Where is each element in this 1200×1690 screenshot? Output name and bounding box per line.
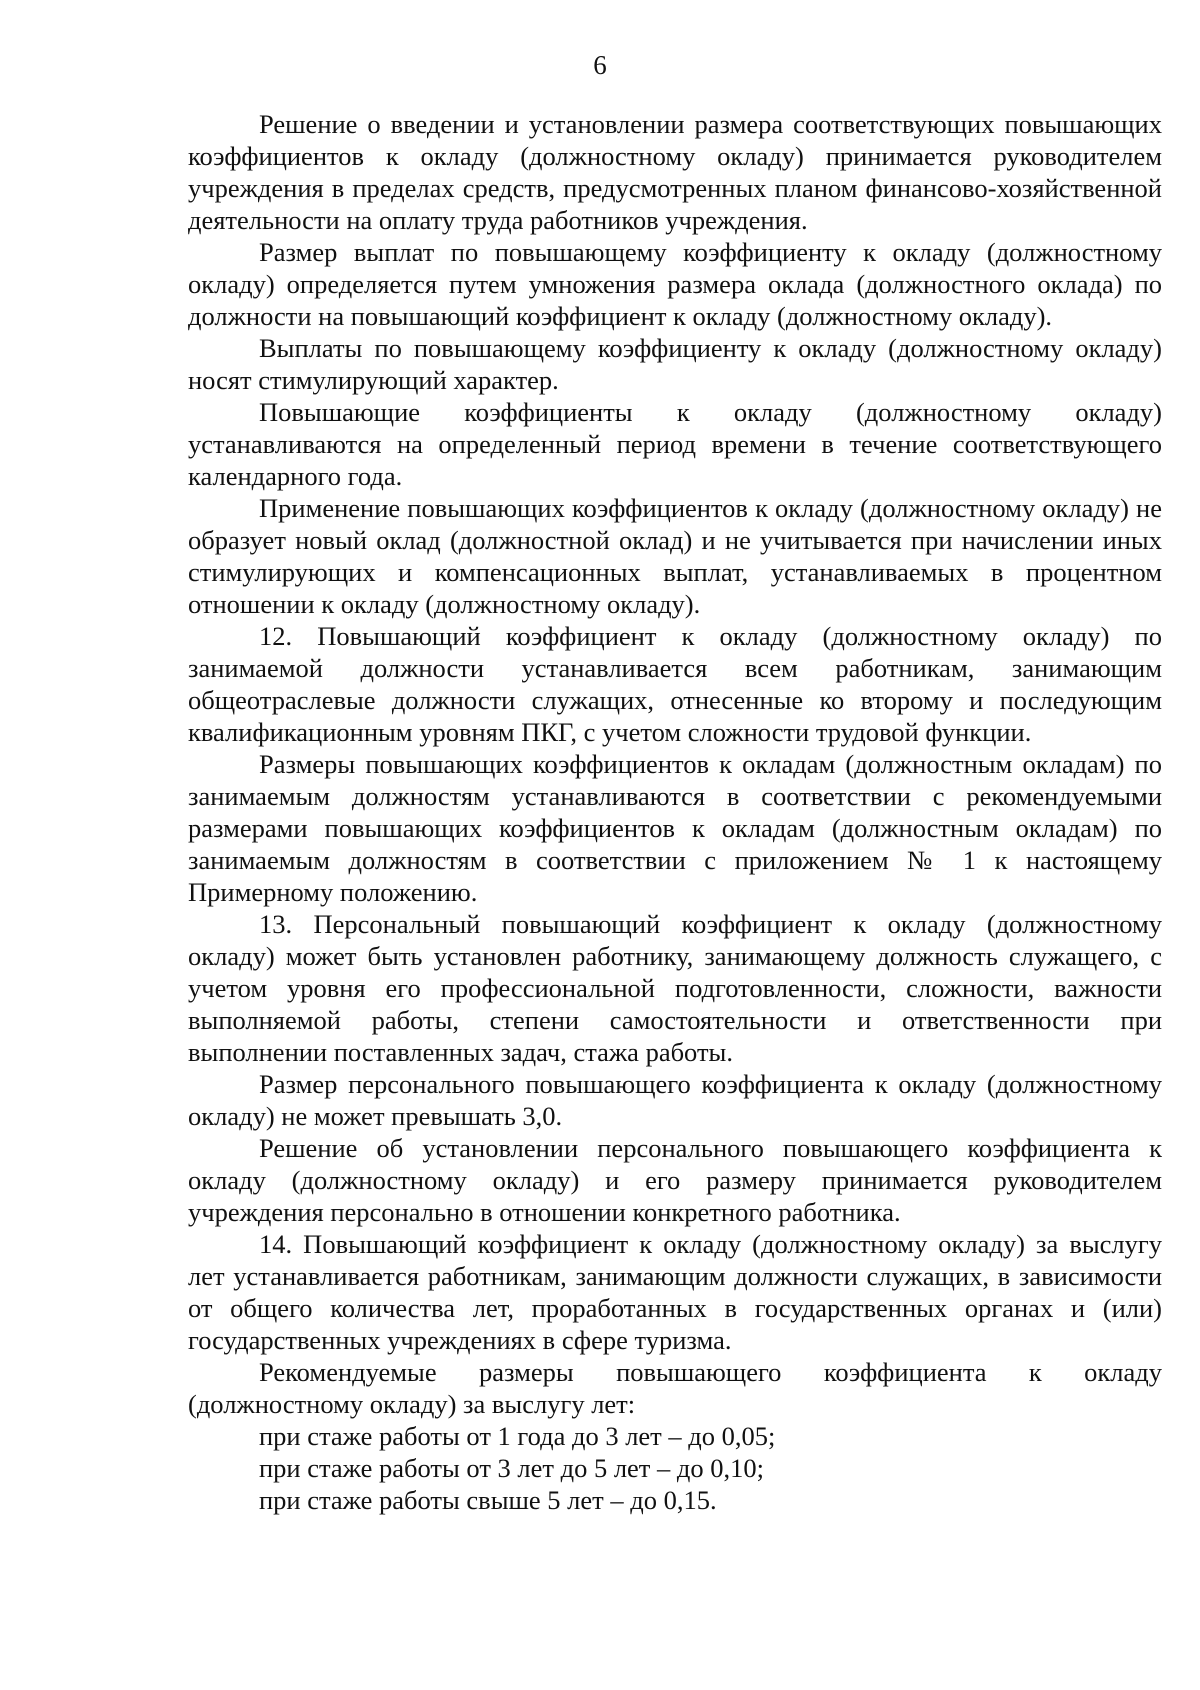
paragraph: Выплаты по повышающему коэффициенту к окладу (должностному окладу) носят стимулирующий характер. <box>188 333 1162 395</box>
paragraph: Размер персонального повышающего коэффициента к окладу (должностному окладу) не может превышать 3,0. <box>188 1069 1162 1131</box>
paragraph: Повышающие коэффициенты к окладу (должностному окладу) устанавливаются на определенный период времени в течение соответствующего календарного года. <box>188 397 1162 491</box>
paragraph: 13. Персональный повышающий коэффициент к окладу (должностному окладу) может быть установлен работнику, занимающему должность служащего, с учетом уровня его профессиональной подготовленности, сложности, важности выполняемой работы, степени самостоятельности и ответственности при выполнении поставленных задач, стажа работы. <box>188 909 1162 1067</box>
list-item: при стаже работы свыше 5 лет – до 0,15. <box>259 1485 717 1515</box>
paragraph: 12. Повышающий коэффициент к окладу (должностному окладу) по занимаемой должности устанавливается всем работникам, занимающим общеотраслевые должности служащих, отнесенные ко второму и последующим квалификационным уровням ПКГ, с учетом сложности трудовой функции. <box>188 621 1162 747</box>
paragraph: Размеры повышающих коэффициентов к окладам (должностным окладам) по занимаемым должностям устанавливаются в соответствии с рекомендуемыми размерами повышающих коэффициентов к окладам (должностным окладам) по занимаемым должностям в соответствии с приложением № 1 к настоящему Примерному положению. <box>188 749 1162 907</box>
paragraph: Решение о введении и установлении размера соответствующих повышающих коэффициентов к окладу (должностному окладу) принимается руководителем учреждения в пределах средств, предусмотренных планом финансово-хозяйственной деятельности на оплату труда работников учреждения. <box>188 109 1162 235</box>
list-item: при стаже работы от 3 лет до 5 лет – до 0,10; <box>259 1453 764 1483</box>
list-item: при стаже работы от 1 года до 3 лет – до 0,05; <box>259 1421 776 1451</box>
document-body <box>188 108 1162 1516</box>
paragraph: Рекомендуемые размеры повышающего коэффициента к окладу (должностному окладу) за выслугу лет: <box>188 1357 1162 1419</box>
page-number: 6 <box>593 50 607 80</box>
paragraph: Применение повышающих коэффициентов к окладу (должностному окладу) не образует новый оклад (должностной оклад) и не учитывается при начислении иных стимулирующих и компенсационных выплат, устанавливаемых в процентном отношении к окладу (должностному окладу). <box>188 493 1162 619</box>
paragraph: Размер выплат по повышающему коэффициенту к окладу (должностному окладу) определяется путем умножения размера оклада (должностного оклада) по должности на повышающий коэффициент к окладу (должностному окладу). <box>188 237 1162 331</box>
paragraph: 14. Повышающий коэффициент к окладу (должностному окладу) за выслугу лет устанавливается работникам, занимающим должности служащих, в зависимости от общего количества лет, проработанных в государственных органах и (или) государственных учреждениях в сфере туризма. <box>188 1229 1162 1355</box>
paragraph: Решение об установлении персонального повышающего коэффициента к окладу (должностному окладу) и его размеру принимается руководителем учреждения персонально в отношении конкретного работника. <box>188 1133 1162 1227</box>
